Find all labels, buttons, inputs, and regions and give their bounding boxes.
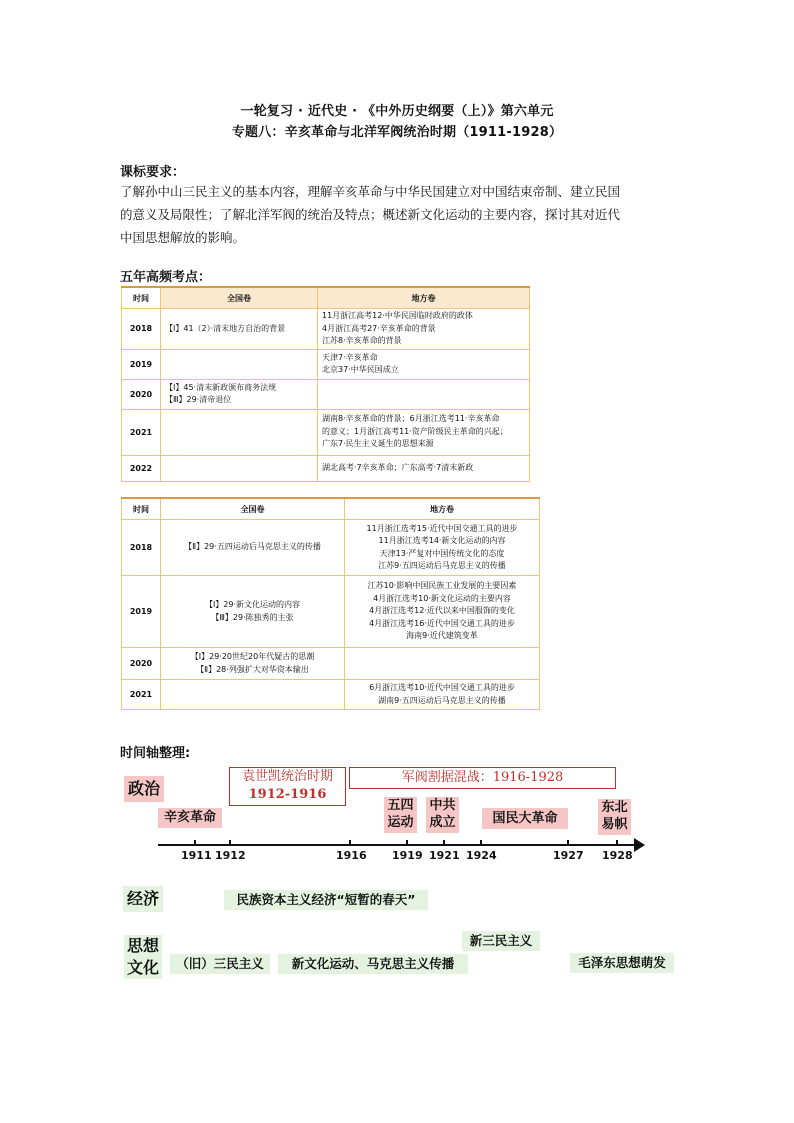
year-label: 1927: [553, 849, 584, 862]
cell-line: 11月浙江选考15·近代中国交通工具的进步: [366, 523, 518, 533]
cell-line: 海南9·近代建筑变革: [406, 631, 478, 641]
thought-label-line: 思想: [126, 936, 159, 955]
cell-line: 【Ⅰ】29·20世纪20年代疑古的思潮: [190, 652, 315, 661]
curriculum-label: 课标要求：: [120, 165, 186, 180]
period-warlord: 军阀割据混战：1916-1928: [349, 767, 616, 789]
year-label: 1911: [181, 849, 212, 862]
year-cell: 2021: [122, 680, 161, 710]
year-label: 1928: [602, 849, 633, 862]
hotspot-table-1: [121, 286, 530, 482]
cell-line: 江苏10·影响中国民族工业发展的主要因素: [367, 581, 517, 591]
event-xinhai: 辛亥革命: [158, 808, 222, 828]
event-northeast-line: 易帜: [601, 817, 628, 832]
timeline-label: 时间轴整理:: [120, 746, 191, 761]
year-cell: 2022: [122, 455, 161, 481]
event-wusi: [384, 797, 417, 833]
national-cell: [161, 576, 345, 648]
cell-line: 湖南9·五四运动后马克思主义的传播: [378, 695, 506, 705]
national-cell: [161, 520, 345, 576]
year-cell: 2018: [122, 309, 161, 350]
cell-line: 【Ⅲ】29·清帝退位: [165, 395, 232, 404]
national-cell: [161, 349, 318, 379]
period-yuan-title: 袁世凯统治时期: [241, 769, 333, 784]
event-northeast: [598, 799, 631, 835]
year-cell: 2021: [122, 409, 161, 455]
year-label: 1916: [336, 849, 367, 862]
cell-line: 广东7·民生主义诞生的思想来源: [322, 439, 434, 449]
header-cell-local: 地方卷: [345, 498, 540, 520]
event-northeast-line: 东北: [601, 800, 628, 815]
tick-1919: [406, 840, 408, 846]
cell-line: 11月浙江选考14·新文化运动的内容: [378, 536, 506, 545]
cell-line: 湖北高考·7辛亥革命；广东高考·7清末新政: [322, 462, 474, 472]
national-cell: [161, 455, 318, 481]
year-cell: 2020: [122, 648, 161, 680]
local-cell: [318, 379, 530, 409]
table-header-row: [122, 498, 540, 520]
local-cell: [345, 648, 540, 680]
thought-culture-label: [124, 935, 162, 979]
header-cell-time: 时间: [122, 498, 161, 520]
national-cell: [161, 309, 318, 350]
year-label: 1924: [466, 849, 497, 862]
curriculum-line: 了解孙中山三民主义的基本内容，理解辛亥革命与中华民国建立对中国结束帝制、建立民国: [120, 184, 621, 199]
cell-line: 【Ⅲ】29·陈独秀的主张: [211, 612, 294, 622]
tick-1911: [194, 840, 196, 846]
cell-line: 的意义；1月浙江高考11·资产阶级民主革命的兴起；: [322, 426, 508, 436]
year-label: 1921: [429, 849, 460, 862]
local-cell: [345, 680, 540, 710]
header-cell-time: 时间: [122, 287, 161, 309]
curriculum-text: [120, 180, 680, 249]
culture-new-culture-movement: 新文化运动、马克思主义传播: [278, 954, 468, 974]
event-wusi-line: 运动: [387, 815, 414, 830]
event-ccp: [426, 797, 459, 833]
culture-old-three-principles: （旧）三民主义: [170, 954, 270, 974]
header-cell-national: 全国卷: [161, 498, 345, 520]
politics-label: 政治: [124, 776, 164, 802]
tick-1916: [349, 840, 351, 846]
local-cell: [318, 409, 530, 455]
event-wusi-line: 五四: [387, 798, 414, 813]
national-cell: [161, 648, 345, 680]
year-cell: 2018: [122, 520, 161, 576]
table-row: [122, 455, 530, 481]
table-row: [122, 680, 540, 710]
local-cell: [318, 455, 530, 481]
local-cell: [345, 576, 540, 648]
year-cell: 2019: [122, 576, 161, 648]
event-ccp-line: 成立: [429, 815, 456, 830]
national-cell: [161, 409, 318, 455]
timeline-arrow-icon: [634, 838, 645, 852]
table-row: [122, 576, 540, 648]
local-cell: [345, 520, 540, 576]
cell-line: 【Ⅰ】45·清末新政颁布商务法规: [165, 382, 277, 392]
national-cell: [161, 680, 345, 710]
cell-line: 11月浙江高考12·中华民国临时政府的政体: [322, 311, 473, 320]
cell-line: 【Ⅱ】28·列强扩大对华资本输出: [196, 664, 309, 674]
page-title: 一轮复习 · 近代史 · 《中外历史纲要（上）》第六单元: [240, 104, 554, 119]
cell-line: 江苏8·辛亥革命的背景: [322, 336, 402, 345]
table-header-row: [122, 287, 530, 309]
page-subtitle: 专题八：辛亥革命与北洋军阀统治时期（1911-1928）: [231, 125, 563, 140]
year-label: 1912: [215, 849, 246, 862]
table-row: [122, 349, 530, 379]
cell-line: 【Ⅱ】29·五四运动后马克思主义的传播: [184, 542, 321, 552]
cell-line: 6月浙江选考10·近代中国交通工具的进步: [369, 683, 515, 692]
local-cell: [318, 309, 530, 350]
cell-line: 江苏9·五四运动后马克思主义的传播: [378, 561, 506, 570]
period-yuan-years: 1912-1916: [248, 787, 327, 802]
curriculum-line: 的意义及局限性；了解北洋军阀的统治及特点；概述新文化运动的主要内容，探讨其对近代: [120, 207, 621, 222]
table-row: [122, 409, 530, 455]
cell-line: 4月浙江选考10·新文化运动的主要内容: [373, 593, 511, 603]
event-national-revolution: 国民大革命: [482, 808, 568, 829]
cell-line: 4月浙江选考16·近代中国交通工具的进步: [369, 618, 515, 628]
culture-mao-thought: 毛泽东思想萌发: [570, 953, 674, 973]
cell-line: 4月浙江高考27·辛亥革命的背景: [322, 323, 436, 333]
tick-1927: [567, 840, 569, 846]
cell-line: 4月浙江选考12·近代以来中国服饰的变化: [369, 606, 515, 616]
event-ccp-line: 中共: [429, 798, 456, 813]
cell-line: 湖南8·辛亥革命的背景；6月浙江选考11·辛亥革命: [322, 414, 500, 424]
header-cell-local: 地方卷: [318, 287, 530, 309]
table-row: [122, 309, 530, 350]
cell-line: 天津7·辛亥革命: [322, 352, 378, 362]
year-cell: 2020: [122, 379, 161, 409]
hotspots-label: 五年高频考点：: [120, 270, 212, 285]
table-row: [122, 379, 530, 409]
cell-line: 【Ⅰ】29·新文化运动的内容: [204, 600, 301, 609]
cell-line: 【Ⅰ】41（2）·清末地方自治的背景: [165, 323, 286, 333]
table-row: [122, 648, 540, 680]
thought-label-line: 文化: [126, 958, 159, 977]
tick-1921: [443, 840, 445, 846]
culture-new-three-principles: 新三民主义: [462, 931, 540, 951]
header-cell-national: 全国卷: [161, 287, 318, 309]
tick-1928: [616, 840, 618, 846]
table-row: [122, 520, 540, 576]
hotspot-table-2: [121, 497, 540, 710]
local-cell: [318, 349, 530, 379]
economy-item: 民族资本主义经济“短暂的春天”: [224, 890, 428, 910]
national-cell: [161, 379, 318, 409]
cell-line: 北京37·中华民国成立: [322, 365, 399, 374]
cell-line: 天津13·严复对中国传统文化的态度: [379, 548, 505, 558]
tick-1924: [480, 840, 482, 846]
year-label: 1919: [392, 849, 423, 862]
curriculum-line: 中国思想解放的影响。: [120, 230, 246, 245]
period-yuan: [229, 767, 346, 806]
tick-1912: [229, 840, 231, 846]
year-cell: 2019: [122, 349, 161, 379]
economy-label: 经济: [123, 886, 163, 912]
